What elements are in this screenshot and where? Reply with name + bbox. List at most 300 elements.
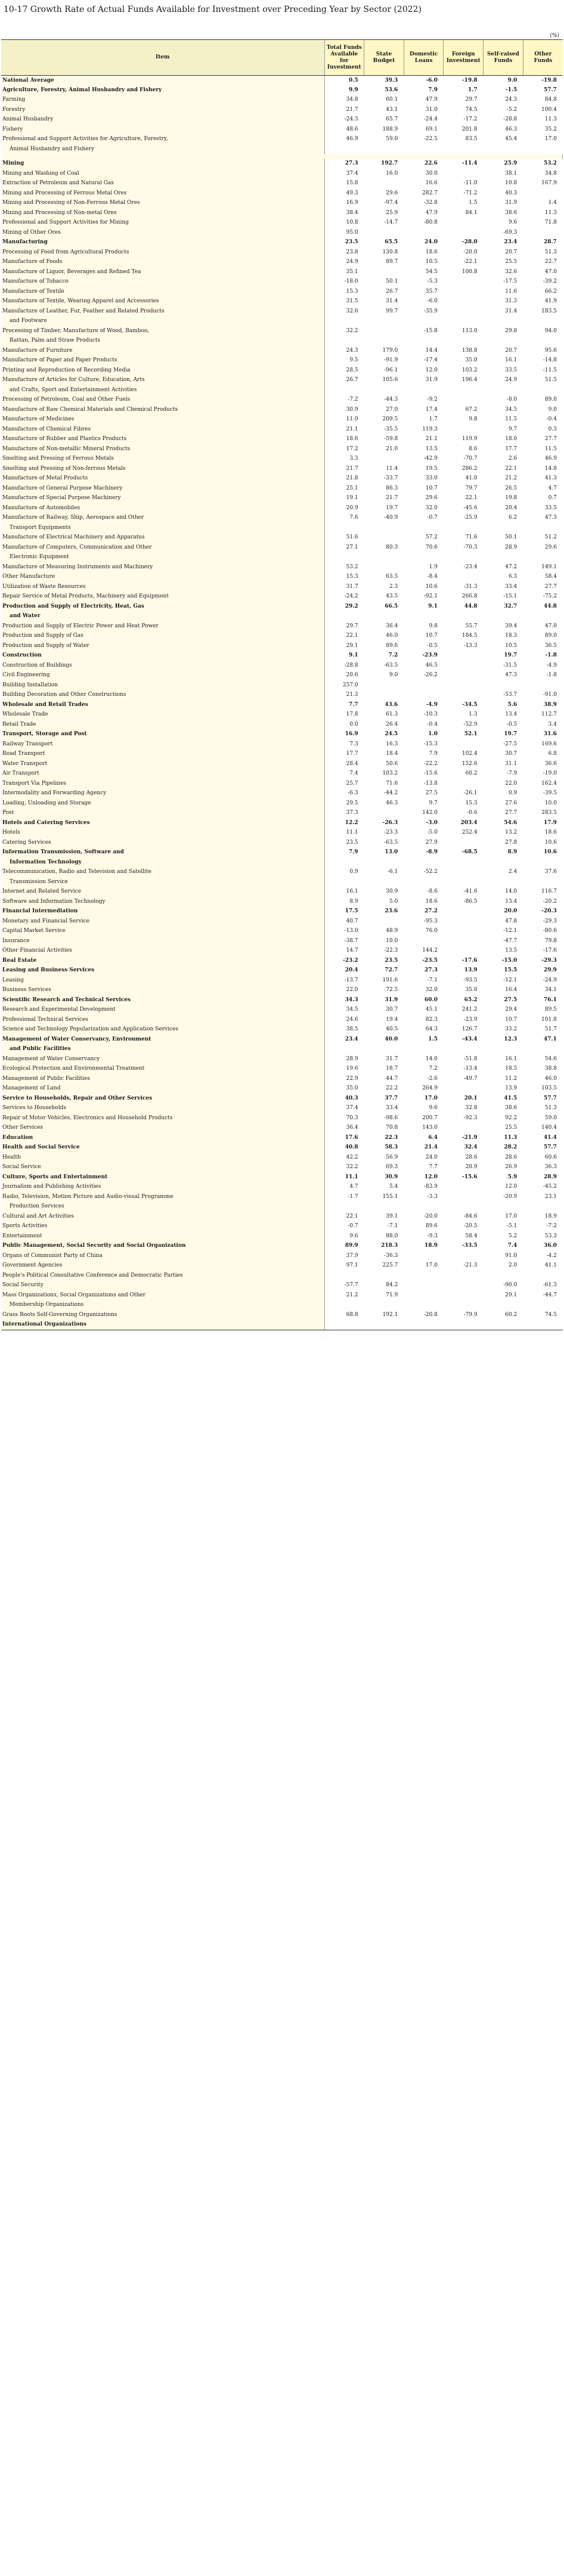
cell-foreign-investment: 22.1 bbox=[465, 495, 478, 501]
cell-domestic-loans: -22.2 bbox=[423, 760, 438, 767]
cell-total-funds: 16.1 bbox=[346, 888, 358, 895]
cell-state-budget: 58.3 bbox=[385, 1144, 398, 1151]
cell-total-funds: -6.3 bbox=[348, 790, 358, 797]
cell-state-budget: 86.3 bbox=[386, 485, 398, 491]
cell-foreign-investment: -34.5 bbox=[461, 701, 478, 708]
cell-total-funds: 24.6 bbox=[346, 1016, 358, 1023]
cell-domestic-loans: 82.3 bbox=[425, 1016, 438, 1023]
cell-self-raised-funds: 19.7 bbox=[504, 731, 517, 738]
cell-domestic-loans: -42.9 bbox=[423, 456, 438, 462]
cell-total-funds: 34.8 bbox=[346, 97, 358, 103]
table-row bbox=[1, 612, 563, 622]
row-label: Production Services bbox=[1, 1202, 324, 1212]
cell-domestic-loans bbox=[404, 1281, 444, 1291]
cell-total-funds: 25.7 bbox=[346, 780, 358, 787]
cell-other-funds: 34.8 bbox=[544, 170, 557, 177]
cell-total-funds: 257.0 bbox=[342, 682, 358, 688]
row-label: Sports Activities bbox=[1, 1222, 324, 1232]
cell-total-funds: 15.3 bbox=[346, 288, 358, 295]
row-label: Animal Husbandry bbox=[1, 115, 324, 125]
cell-other-funds: 18.9 bbox=[544, 1213, 557, 1219]
table-row bbox=[1, 1301, 563, 1311]
row-label: Utilization of Waste Resources bbox=[1, 582, 324, 592]
cell-foreign-investment bbox=[444, 1192, 484, 1202]
cell-domestic-loans bbox=[404, 1290, 444, 1301]
cell-other-funds: 47.3 bbox=[544, 515, 557, 521]
cell-self-raised-funds: 10.7 bbox=[505, 1016, 517, 1023]
cell-total-funds: 37.4 bbox=[346, 170, 358, 177]
cell-foreign-investment: 113.0 bbox=[461, 327, 478, 334]
row-label: Mining and Processing of Ferrous Metal Ores bbox=[1, 188, 324, 199]
cell-state-budget: -97.4 bbox=[384, 200, 398, 206]
cell-self-raised-funds: 47.3 bbox=[505, 672, 517, 679]
row-label: Telecommunication, Radio and Television and Satellite bbox=[1, 868, 324, 878]
cell-self-raised-funds: 11.6 bbox=[505, 288, 517, 295]
cell-domestic-loans bbox=[404, 385, 444, 395]
cell-state-budget: 80.3 bbox=[386, 544, 398, 550]
table-row bbox=[1, 1271, 563, 1281]
cell-domestic-loans: 9.8 bbox=[429, 623, 438, 629]
cell-other-funds: 18.6 bbox=[544, 829, 557, 836]
cell-self-raised-funds: 27.8 bbox=[505, 839, 517, 846]
cell-foreign-investment bbox=[444, 868, 484, 878]
cell-total-funds: 40.8 bbox=[345, 1144, 358, 1151]
cell-total-funds: 16.9 bbox=[346, 200, 358, 206]
row-label: Real Estate bbox=[1, 956, 324, 966]
cell-other-funds: 112.7 bbox=[541, 711, 557, 718]
cell-foreign-investment: -86.5 bbox=[463, 898, 478, 905]
cell-domestic-loans bbox=[404, 228, 444, 238]
cell-total-funds: 15.3 bbox=[346, 574, 358, 580]
cell-other-funds: -91.0 bbox=[543, 692, 557, 698]
cell-total-funds: 32.2 bbox=[346, 327, 358, 334]
row-label: Fishery bbox=[1, 125, 324, 135]
cell-foreign-investment bbox=[444, 297, 484, 307]
table-row bbox=[1, 691, 563, 701]
cell-foreign-investment: -31.3 bbox=[463, 583, 478, 590]
table-row bbox=[1, 1054, 563, 1064]
cell-state-budget: -7.1 bbox=[387, 1223, 398, 1230]
row-label: Ecological Protection and Environmental Treatment bbox=[1, 1064, 324, 1075]
cell-self-raised-funds: 29.1 bbox=[505, 1292, 517, 1298]
table-row bbox=[1, 425, 563, 435]
cell-self-raised-funds: 2.0 bbox=[508, 1262, 517, 1269]
row-label: Management of Public Facilities bbox=[1, 1074, 324, 1084]
cell-foreign-investment bbox=[444, 927, 484, 937]
cell-foreign-investment: 28.6 bbox=[465, 1154, 478, 1160]
cell-domestic-loans: 18.9 bbox=[424, 1243, 438, 1249]
cell-self-raised-funds: 10.5 bbox=[505, 642, 517, 649]
cell-other-funds: -44.7 bbox=[543, 1292, 557, 1298]
cell-other-funds: 3.4 bbox=[548, 721, 557, 727]
row-label: Mining and Processing of Non-metal Ores bbox=[1, 208, 324, 218]
table-row bbox=[1, 115, 563, 125]
cell-state-budget: 53.6 bbox=[385, 86, 398, 93]
cell-other-funds: 10.6 bbox=[544, 839, 557, 846]
table-row bbox=[1, 966, 563, 976]
cell-domestic-loans: 70.6 bbox=[425, 544, 438, 550]
cell-state-budget: 88.0 bbox=[386, 1233, 398, 1239]
table-row bbox=[1, 484, 563, 494]
cell-foreign-investment bbox=[444, 1084, 484, 1094]
table-row bbox=[1, 602, 563, 612]
row-label: Post bbox=[1, 809, 324, 819]
row-label: Transport Equipments bbox=[1, 523, 324, 533]
cell-domestic-loans: -80.8 bbox=[423, 219, 438, 226]
table-row bbox=[1, 1222, 563, 1232]
cell-other-funds: 33.5 bbox=[544, 504, 557, 511]
cell-self-raised-funds: 29.8 bbox=[505, 327, 517, 334]
cell-foreign-investment: 196.4 bbox=[461, 377, 478, 383]
cell-self-raised-funds: 41.5 bbox=[504, 1095, 517, 1101]
cell-foreign-investment bbox=[444, 306, 484, 317]
table-row bbox=[1, 986, 563, 996]
cell-foreign-investment: -20.5 bbox=[463, 1223, 478, 1230]
cell-state-budget: 60.1 bbox=[386, 97, 398, 103]
cell-total-funds: 42.2 bbox=[346, 1154, 358, 1160]
cell-self-raised-funds: -1.5 bbox=[505, 86, 517, 93]
cell-foreign-investment: 266.8 bbox=[461, 593, 478, 600]
cell-domestic-loans: 17.4 bbox=[425, 406, 438, 413]
cell-other-funds: 11.5 bbox=[544, 445, 557, 452]
cell-foreign-investment: 1.3 bbox=[469, 711, 478, 718]
cell-self-raised-funds: -69.3 bbox=[503, 229, 517, 236]
cell-other-funds: 51.7 bbox=[544, 1026, 557, 1033]
row-label: Electronic Equipment bbox=[1, 553, 324, 563]
cell-other-funds: 36.6 bbox=[544, 760, 557, 767]
table-row bbox=[1, 1025, 563, 1035]
cell-total-funds: -7.2 bbox=[348, 397, 358, 403]
cell-foreign-investment: 15.3 bbox=[465, 800, 478, 806]
cell-foreign-investment: 41.0 bbox=[465, 475, 478, 482]
cell-other-funds: -11.5 bbox=[543, 367, 557, 373]
cell-domestic-loans: -95.3 bbox=[423, 918, 438, 924]
cell-self-raised-funds bbox=[484, 385, 523, 395]
table-row bbox=[1, 553, 563, 563]
cell-foreign-investment: 126.7 bbox=[461, 1026, 478, 1033]
cell-foreign-investment bbox=[444, 877, 484, 887]
cell-other-funds: 169.6 bbox=[541, 741, 557, 747]
cell-other-funds: 35.2 bbox=[544, 126, 557, 132]
row-label: Health and Social Service bbox=[1, 1143, 324, 1153]
cell-state-budget: 192.1 bbox=[382, 1311, 398, 1318]
header-other-funds: Other Funds bbox=[523, 40, 563, 76]
cell-state-budget: 63.5 bbox=[386, 574, 398, 580]
table-row bbox=[1, 1163, 563, 1173]
cell-total-funds: 28.5 bbox=[346, 367, 358, 373]
cell-self-raised-funds: -0.5 bbox=[506, 721, 517, 727]
row-label: Financial Intermediation bbox=[1, 907, 324, 917]
table-row bbox=[1, 1202, 563, 1212]
cell-other-funds: 28.7 bbox=[544, 239, 557, 246]
table-row bbox=[1, 543, 563, 553]
cell-domestic-loans: 32.0 bbox=[425, 504, 438, 511]
cell-other-funds: 41.9 bbox=[544, 298, 557, 305]
cell-self-raised-funds: 12.0 bbox=[505, 1184, 517, 1190]
cell-foreign-investment: 32.4 bbox=[464, 1144, 478, 1151]
cell-other-funds: 10.6 bbox=[544, 849, 557, 856]
cell-domestic-loans: -0.7 bbox=[427, 515, 438, 521]
row-label: Manufacture of Computers, Communication and Other bbox=[1, 543, 324, 553]
cell-self-raised-funds bbox=[484, 877, 523, 887]
cell-other-funds: 51.5 bbox=[544, 377, 557, 383]
table-row bbox=[1, 848, 563, 858]
cell-total-funds: 22.0 bbox=[346, 987, 358, 993]
cell-domestic-loans: 200.7 bbox=[422, 1114, 438, 1121]
row-label: Processing of Timber, Manufacture of Wood, Bamboo, bbox=[1, 326, 324, 336]
cell-other-funds: 167.9 bbox=[541, 180, 557, 187]
cell-self-raised-funds: 31.1 bbox=[505, 760, 517, 767]
cell-domestic-loans bbox=[404, 1301, 444, 1311]
cell-other-funds: 36.5 bbox=[544, 642, 557, 649]
cell-self-raised-funds bbox=[484, 1045, 523, 1055]
cell-state-budget: 89.7 bbox=[386, 259, 398, 265]
cell-self-raised-funds: 25.5 bbox=[505, 259, 517, 265]
cell-domestic-loans: -15.8 bbox=[423, 327, 438, 334]
row-label: Railway Transport bbox=[1, 739, 324, 750]
cell-state-budget bbox=[364, 877, 404, 887]
cell-domestic-loans: 46.5 bbox=[425, 662, 438, 668]
row-label: National Average bbox=[1, 76, 324, 86]
cell-total-funds: 35.1 bbox=[346, 268, 358, 275]
table-row bbox=[1, 868, 563, 878]
cell-total-funds: 89.9 bbox=[345, 1243, 358, 1249]
cell-domestic-loans: 9.6 bbox=[429, 1105, 438, 1111]
cell-self-raised-funds: -5.1 bbox=[506, 1223, 517, 1230]
cell-other-funds: 71.8 bbox=[544, 219, 557, 226]
table-row bbox=[1, 927, 563, 937]
row-label: Monetary and Financial Service bbox=[1, 917, 324, 927]
cell-domestic-loans: -35.9 bbox=[423, 308, 438, 314]
cell-domestic-loans: 27.2 bbox=[424, 908, 438, 915]
cell-state-budget: 44.7 bbox=[386, 1075, 398, 1082]
cell-foreign-investment: 13.9 bbox=[464, 967, 478, 974]
cell-foreign-investment bbox=[444, 936, 484, 946]
row-label: Manufacture of Paper and Paper Products bbox=[1, 356, 324, 366]
cell-state-budget: -23.3 bbox=[384, 829, 398, 836]
cell-foreign-investment: -51.8 bbox=[463, 1055, 478, 1062]
cell-state-budget: 26.4 bbox=[386, 721, 398, 727]
row-label: Wholesale Trade bbox=[1, 710, 324, 720]
cell-domestic-loans: -4.9 bbox=[426, 701, 438, 708]
cell-domestic-loans: -92.1 bbox=[423, 593, 438, 600]
cell-self-raised-funds: 25.5 bbox=[505, 1125, 517, 1131]
cell-total-funds: 35.0 bbox=[346, 1085, 358, 1092]
cell-state-budget: 22.3 bbox=[385, 1134, 398, 1141]
cell-foreign-investment: 241.2 bbox=[461, 1007, 478, 1013]
table-row bbox=[1, 661, 563, 671]
cell-state-budget: -63.5 bbox=[384, 839, 398, 846]
cell-foreign-investment: 35.0 bbox=[465, 987, 478, 993]
cell-self-raised-funds: -8.0 bbox=[506, 397, 517, 403]
cell-foreign-investment: 1.5 bbox=[469, 200, 478, 206]
cell-total-funds: 28.4 bbox=[346, 760, 358, 767]
table-row bbox=[1, 1251, 563, 1261]
cell-domestic-loans: -24.4 bbox=[423, 116, 438, 123]
row-label: Rattan, Palm and Straw Products bbox=[1, 336, 324, 346]
cell-domestic-loans: 24.0 bbox=[424, 239, 438, 246]
cell-other-funds: 27.7 bbox=[544, 583, 557, 590]
row-label: Construction of Buildings bbox=[1, 661, 324, 671]
cell-domestic-loans: 10.6 bbox=[425, 583, 438, 590]
cell-self-raised-funds: 29.4 bbox=[505, 1007, 517, 1013]
cell-domestic-loans: 18.6 bbox=[425, 249, 438, 255]
cell-domestic-loans: 1.5 bbox=[428, 1036, 438, 1042]
row-label: Manufacture of Non-metallic Mineral Products bbox=[1, 444, 324, 454]
row-label: Cultural and Art Activities bbox=[1, 1212, 324, 1222]
cell-total-funds: 12.2 bbox=[345, 819, 358, 826]
table-row bbox=[1, 1310, 563, 1320]
row-label: International Organizations bbox=[1, 1320, 324, 1330]
cell-other-funds bbox=[523, 877, 563, 887]
cell-other-funds: 89.0 bbox=[544, 397, 557, 403]
cell-state-budget: 24.5 bbox=[385, 731, 398, 738]
cell-other-funds bbox=[523, 188, 563, 199]
cell-state-budget: 130.8 bbox=[382, 249, 398, 255]
cell-other-funds: 101.8 bbox=[541, 1016, 557, 1023]
table-row bbox=[1, 739, 563, 750]
cell-foreign-investment: 8.6 bbox=[469, 445, 478, 452]
cell-foreign-investment: 119.9 bbox=[461, 436, 478, 442]
cell-total-funds: 24.9 bbox=[346, 259, 358, 265]
cell-state-budget: 39.3 bbox=[385, 77, 398, 83]
cell-self-raised-funds: 25.9 bbox=[504, 160, 517, 167]
cell-total-funds: -1.7 bbox=[348, 1193, 358, 1200]
cell-self-raised-funds: -90.0 bbox=[503, 1282, 517, 1289]
cell-self-raised-funds: 28.9 bbox=[505, 544, 517, 550]
cell-total-funds: -0.7 bbox=[348, 1223, 358, 1230]
table-row bbox=[1, 907, 563, 917]
cell-domestic-loans: 69.1 bbox=[425, 126, 438, 132]
table-row bbox=[1, 956, 563, 966]
row-label: Other Services bbox=[1, 1123, 324, 1134]
row-label: Hotels bbox=[1, 828, 324, 838]
cell-other-funds: 0.3 bbox=[548, 426, 557, 432]
cell-domestic-loans: 19.5 bbox=[425, 465, 438, 472]
cell-domestic-loans: 54.5 bbox=[425, 268, 438, 275]
cell-other-funds: 9.0 bbox=[548, 406, 557, 413]
cell-total-funds: 30.9 bbox=[346, 406, 358, 413]
row-label: Building Decoration and Other Constructions bbox=[1, 691, 324, 701]
cell-other-funds: 103.5 bbox=[541, 1085, 557, 1092]
cell-other-funds: 27.7 bbox=[544, 436, 557, 442]
cell-state-budget: 31.9 bbox=[385, 996, 398, 1003]
row-label: Manufacture of Raw Chemical Materials and Chemical Products bbox=[1, 405, 324, 415]
cell-foreign-investment: 138.8 bbox=[461, 347, 478, 354]
cell-self-raised-funds: 9.6 bbox=[508, 219, 517, 226]
cell-domestic-loans: 12.0 bbox=[425, 367, 438, 373]
cell-total-funds: 29.2 bbox=[345, 603, 358, 609]
cell-domestic-loans bbox=[404, 144, 444, 154]
cell-self-raised-funds: 20.7 bbox=[505, 249, 517, 255]
cell-total-funds: 20.9 bbox=[346, 504, 358, 511]
cell-total-funds: 27.3 bbox=[345, 160, 358, 167]
row-label: Professional and Support Activities for Mining bbox=[1, 218, 324, 228]
cell-state-budget: -98.6 bbox=[384, 1114, 398, 1121]
table-row bbox=[1, 1113, 563, 1123]
cell-foreign-investment: -45.6 bbox=[463, 504, 478, 511]
cell-state-budget: 191.6 bbox=[382, 977, 398, 983]
cell-foreign-investment: 203.4 bbox=[460, 819, 478, 826]
cell-domestic-loans: 7.2 bbox=[429, 1066, 438, 1072]
cell-foreign-investment bbox=[444, 691, 484, 701]
cell-total-funds bbox=[324, 385, 364, 395]
table-row bbox=[1, 444, 563, 454]
table-row bbox=[1, 1104, 563, 1114]
cell-domestic-loans: 264.9 bbox=[422, 1085, 438, 1092]
row-label: Social Security bbox=[1, 1281, 324, 1291]
cell-self-raised-funds: 18.5 bbox=[505, 1066, 517, 1072]
cell-foreign-investment bbox=[444, 946, 484, 956]
cell-self-raised-funds: 17.0 bbox=[505, 1213, 517, 1219]
cell-domestic-loans bbox=[404, 612, 444, 622]
cell-total-funds: 18.6 bbox=[346, 436, 358, 442]
cell-foreign-investment bbox=[444, 218, 484, 228]
cell-state-budget: 23.5 bbox=[385, 957, 398, 964]
cell-other-funds: 22.7 bbox=[544, 259, 557, 265]
table-row bbox=[1, 572, 563, 583]
table-row bbox=[1, 317, 563, 327]
row-label: and Public Facilities bbox=[1, 1045, 324, 1055]
cell-self-raised-funds bbox=[484, 1202, 523, 1212]
cell-other-funds: 23.1 bbox=[544, 1193, 557, 1200]
row-label: Manufacture of Furniture bbox=[1, 346, 324, 356]
table-row bbox=[1, 297, 563, 307]
cell-total-funds: 34.5 bbox=[346, 1007, 358, 1013]
table-row bbox=[1, 1212, 563, 1222]
table-row bbox=[1, 809, 563, 819]
cell-state-budget: 192.7 bbox=[381, 160, 398, 167]
cell-self-raised-funds bbox=[484, 336, 523, 346]
cell-foreign-investment: 252.4 bbox=[461, 829, 478, 836]
cell-other-funds: 74.5 bbox=[544, 1311, 557, 1318]
cell-total-funds bbox=[324, 553, 364, 563]
table-row bbox=[1, 247, 563, 258]
cell-total-funds: 17.6 bbox=[345, 1134, 358, 1141]
row-label: Agriculture, Forestry, Animal Husbandry and Fishery bbox=[1, 85, 324, 95]
cell-self-raised-funds: 2.6 bbox=[508, 456, 517, 462]
cell-foreign-investment: -33.5 bbox=[461, 1243, 478, 1249]
row-label: Manufacture of Railway, Ship, Aerospace and Other bbox=[1, 513, 324, 524]
cell-other-funds bbox=[523, 553, 563, 563]
row-label: Public Management, Social Security and Social Organization bbox=[1, 1241, 324, 1252]
cell-state-budget: 30.7 bbox=[386, 1007, 398, 1013]
cell-self-raised-funds: 33.2 bbox=[505, 1026, 517, 1033]
cell-self-raised-funds: 38.6 bbox=[505, 209, 517, 216]
row-label: Health bbox=[1, 1153, 324, 1163]
cell-other-funds: 149.1 bbox=[541, 564, 557, 570]
cell-self-raised-funds: 13.5 bbox=[505, 948, 517, 954]
cell-domestic-loans bbox=[404, 553, 444, 563]
cell-other-funds bbox=[523, 336, 563, 346]
row-label: Professional Technical Services bbox=[1, 1015, 324, 1025]
cell-state-budget: 218.3 bbox=[381, 1243, 398, 1249]
table-row bbox=[1, 376, 563, 386]
cell-state-budget bbox=[364, 1320, 404, 1330]
cell-domestic-loans bbox=[404, 936, 444, 946]
growth-rate-table bbox=[1, 39, 563, 1330]
cell-state-budget: 9.0 bbox=[389, 672, 398, 679]
cell-domestic-loans: 14.0 bbox=[425, 1055, 438, 1062]
cell-state-budget: 40.5 bbox=[386, 1026, 398, 1033]
table-row bbox=[1, 1045, 563, 1055]
cell-total-funds: 8.9 bbox=[349, 898, 358, 905]
header-state-budget: State Budget bbox=[364, 40, 404, 76]
cell-total-funds: 29.1 bbox=[346, 642, 358, 649]
row-label: Extraction of Petroleum and Natural Gas bbox=[1, 179, 324, 189]
cell-total-funds: 0.9 bbox=[349, 869, 358, 875]
cell-foreign-investment: -79.9 bbox=[463, 1311, 478, 1318]
